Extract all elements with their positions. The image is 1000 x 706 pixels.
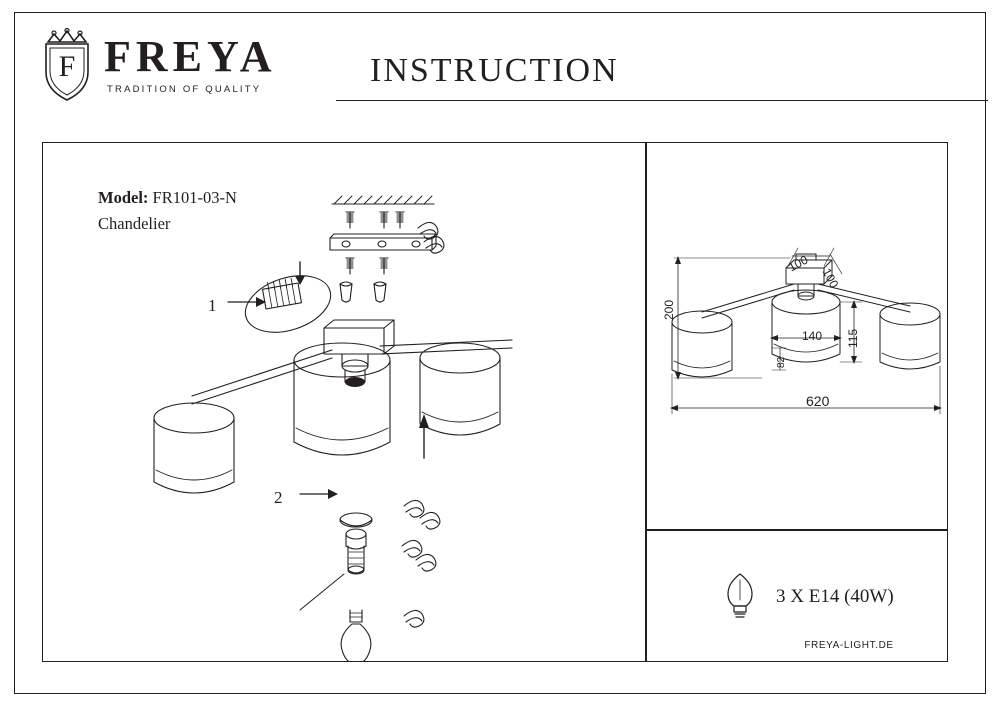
model-label: Model: [98, 188, 149, 207]
callout-step-1: 1 [208, 296, 217, 315]
product-type: Chandelier [98, 214, 171, 233]
svg-text:F: F [58, 50, 76, 83]
dimension-mount-a: 100 [786, 252, 811, 275]
dimension-height: 200 [662, 299, 676, 320]
dimension-width: 620 [806, 393, 830, 409]
exploded-assembly-drawing [42, 142, 646, 662]
dimension-arm-span: 140 [802, 329, 823, 343]
brand-name: FREYA [104, 32, 277, 81]
document-header [40, 28, 950, 108]
brand-tagline: TRADITION OF QUALITY [107, 84, 262, 95]
model-code: FR101-03-N [152, 188, 237, 207]
header-divider [336, 100, 988, 101]
dimension-small: 82 [776, 356, 787, 368]
brand-logo [40, 28, 277, 102]
crest-icon [40, 28, 94, 102]
lamp-specification: 3 X E14 (40W) [776, 586, 894, 607]
dimension-drawing [646, 142, 948, 530]
callout-step-2: 2 [274, 488, 283, 507]
website-url: FREYA-LIGHT.DE [804, 640, 894, 651]
dimension-mount-b: 100 [819, 266, 842, 291]
page-title: INSTRUCTION [370, 52, 619, 89]
bulb-icon [716, 566, 764, 622]
dimension-shade-height: 115 [846, 328, 860, 348]
